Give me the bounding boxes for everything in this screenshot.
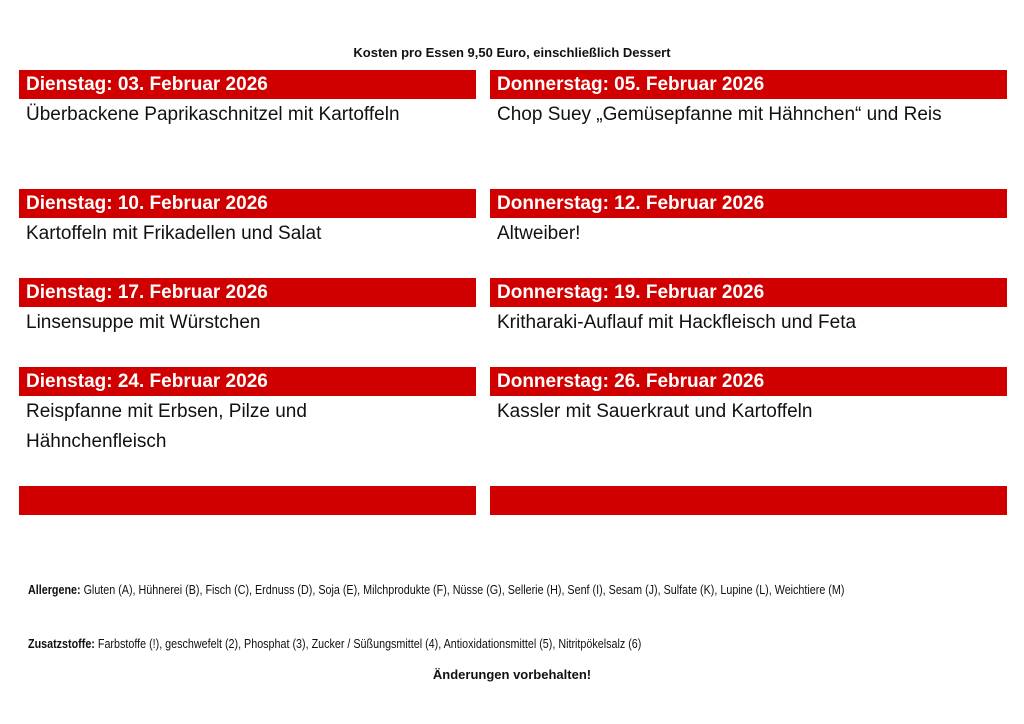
price-title: Kosten pro Essen 9,50 Euro, einschließlich Dessert (353, 45, 671, 60)
additives-info (28, 634, 996, 655)
meal-text: Chop Suey „Gemüsepfanne mit Hähnchen“ und Reis (497, 104, 942, 125)
day-header: Dienstag: 03. Februar 2026 (19, 70, 476, 99)
day-header: Dienstag: 10. Februar 2026 (19, 189, 476, 218)
menu-day (19, 70, 476, 130)
day-header: Dienstag: 17. Februar 2026 (19, 278, 476, 307)
empty-bar (19, 486, 476, 515)
menu-day (19, 367, 476, 457)
empty-bar (490, 486, 1007, 515)
day-header: Donnerstag: 26. Februar 2026 (490, 367, 1007, 396)
meal-text: Reispfanne mit Erbsen, Pilze und Hähnchenfleisch (26, 401, 307, 452)
menu-day (19, 278, 476, 338)
meal-text: Kartoffeln mit Frikadellen und Salat (26, 223, 322, 244)
day-header: Donnerstag: 12. Februar 2026 (490, 189, 1007, 218)
menu-day (490, 189, 1007, 249)
meal-text: Altweiber! (497, 223, 581, 244)
allergens-label: Allergene: (28, 583, 81, 597)
meal-text: Kassler mit Sauerkraut und Kartoffeln (497, 401, 813, 422)
day-header: Donnerstag: 19. Februar 2026 (490, 278, 1007, 307)
allergens-text: Gluten (A), Hühnerei (B), Fisch (C), Erdnuss (D), Soja (E), Milchprodukte (F), Nüsse (G), Sellerie (H), Senf (I), Sesam (J), Sulfate (K), Lupine (L), Weichtiere (M) (80, 583, 845, 597)
meal-text: Kritharaki-Auflauf mit Hackfleisch und Feta (497, 312, 857, 333)
menu-day (490, 70, 1007, 130)
day-header: Dienstag: 24. Februar 2026 (19, 367, 476, 396)
day-header: Donnerstag: 05. Februar 2026 (490, 70, 1007, 99)
menu-day (19, 189, 476, 249)
changes-note: Änderungen vorbehalten! (432, 667, 592, 682)
meal-text: Linsensuppe mit Würstchen (26, 312, 261, 333)
allergens-info (28, 580, 996, 601)
menu-day (490, 278, 1007, 338)
meal-text: Überbackene Paprikaschnitzel mit Kartoffeln (26, 104, 400, 125)
menu-day (490, 367, 1007, 427)
additives-label: Zusatzstoffe: (28, 637, 95, 651)
additives-text: Farbstoffe (!), geschwefelt (2), Phosphat (3), Zucker / Süßungsmittel (4), Antioxidationsmittel (5), Nitritpökelsalz (6) (94, 637, 642, 651)
